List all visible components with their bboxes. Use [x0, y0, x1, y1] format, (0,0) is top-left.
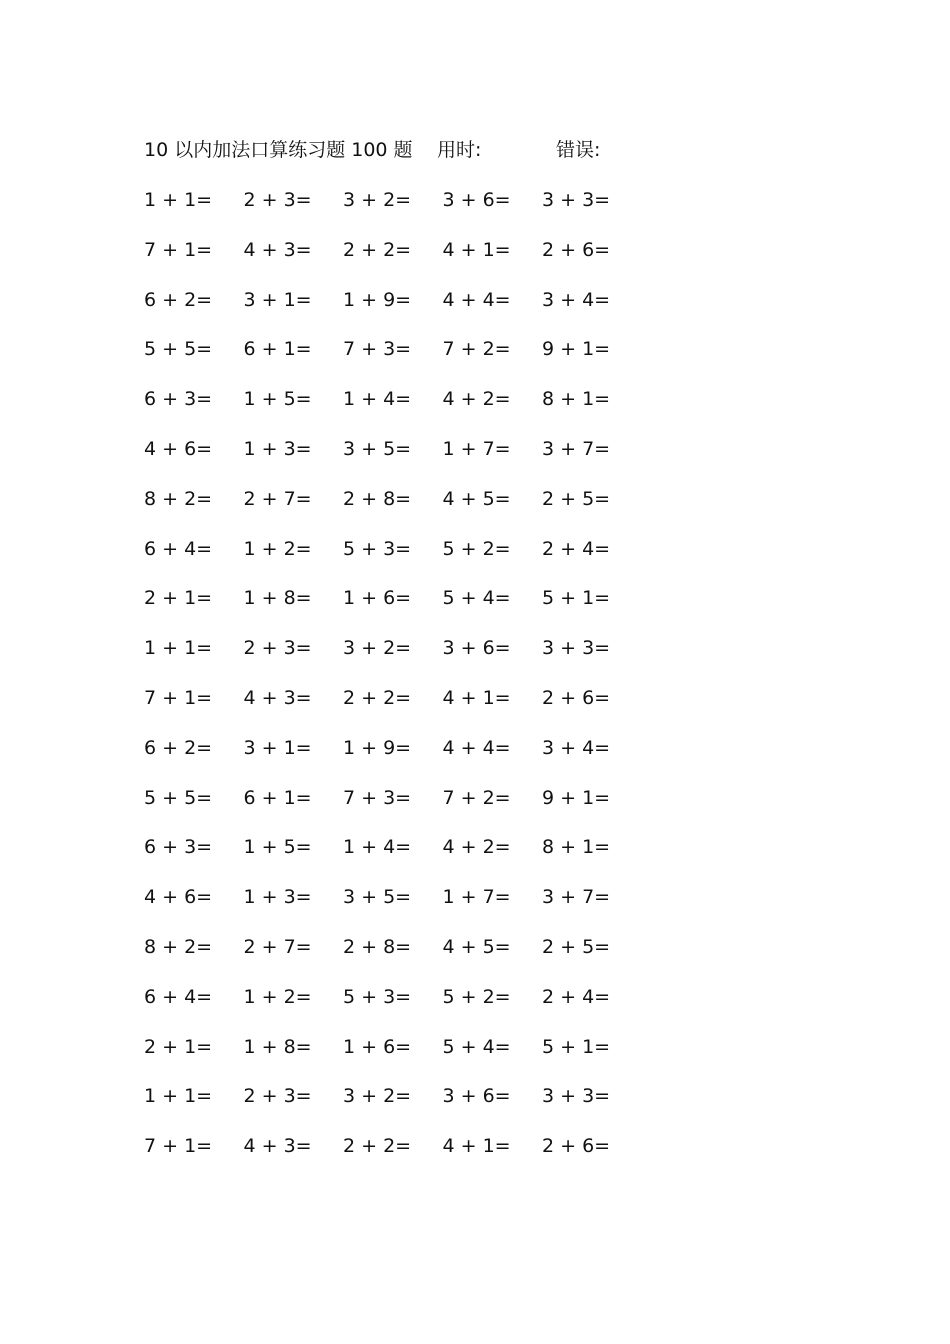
problem-item: 7 + 2=	[442, 786, 511, 809]
problem-item: 4 + 6=	[144, 886, 213, 909]
problem-item: 4 + 1=	[442, 238, 511, 261]
problem-item: 2 + 6=	[542, 238, 611, 261]
problem-item: 4 + 6=	[144, 437, 213, 460]
problem-item: 3 + 2=	[343, 189, 412, 211]
problem-item: 1 + 2=	[243, 985, 312, 1008]
problem-item: 4 + 2=	[442, 836, 511, 859]
problem-item: 4 + 3=	[243, 1135, 312, 1158]
problem-item: 3 + 7=	[542, 886, 611, 909]
problem-item: 2 + 2=	[343, 686, 412, 709]
problem-item: 2 + 2=	[343, 1135, 412, 1158]
problem-item: 2 + 8=	[343, 935, 412, 958]
problem-item: 3 + 5=	[343, 886, 412, 909]
problem-item: 6 + 1=	[243, 338, 312, 361]
problem-item: 8 + 2=	[144, 935, 213, 958]
problem-item: 3 + 5=	[343, 437, 412, 460]
problem-item: 4 + 2=	[442, 388, 511, 411]
problem-item: 2 + 6=	[542, 686, 611, 709]
problem-item: 2 + 4=	[542, 985, 611, 1008]
problem-item: 8 + 1=	[542, 388, 611, 411]
problem-item: 5 + 2=	[442, 537, 511, 560]
problem-item: 3 + 7=	[542, 437, 611, 460]
problem-item: 2 + 2=	[343, 238, 412, 261]
problem-item: 6 + 2=	[144, 736, 213, 759]
problem-item: 2 + 5=	[542, 935, 611, 958]
problem-item: 4 + 1=	[442, 686, 511, 709]
problem-item: 6 + 4=	[144, 537, 213, 560]
problem-item: 2 + 7=	[243, 935, 312, 958]
problem-item: 2 + 3=	[243, 637, 312, 660]
problem-item: 1 + 1=	[144, 1085, 213, 1108]
problem-item: 3 + 4=	[542, 288, 611, 311]
problem-item: 2 + 7=	[243, 487, 312, 510]
problem-item: 4 + 3=	[243, 686, 312, 709]
problem-item: 1 + 5=	[243, 388, 312, 411]
problem-item: 6 + 1=	[243, 786, 312, 809]
problem-item: 7 + 1=	[144, 1135, 213, 1158]
problem-item: 1 + 6=	[343, 1035, 412, 1058]
problem-item: 5 + 3=	[343, 985, 412, 1008]
problem-item: 2 + 6=	[542, 1135, 611, 1158]
problem-item: 2 + 8=	[343, 487, 412, 510]
problem-item: 1 + 9=	[343, 736, 412, 759]
problem-item: 4 + 5=	[442, 487, 511, 510]
errors-label: 错误:	[556, 139, 601, 161]
problem-item: 2 + 5=	[542, 487, 611, 510]
problem-item: 3 + 6=	[442, 189, 511, 211]
problem-item: 3 + 3=	[542, 637, 611, 660]
problem-item: 1 + 3=	[243, 886, 312, 909]
problem-item: 3 + 3=	[542, 1085, 611, 1108]
time-used-label: 用时:	[437, 139, 482, 161]
problem-item: 8 + 2=	[144, 487, 213, 510]
problem-item: 5 + 1=	[542, 1035, 611, 1058]
problem-item: 1 + 1=	[144, 189, 213, 211]
problem-item: 4 + 1=	[442, 1135, 511, 1158]
problem-item: 5 + 3=	[343, 537, 412, 560]
problem-item: 3 + 4=	[542, 736, 611, 759]
problem-item: 4 + 4=	[442, 736, 511, 759]
problem-item: 6 + 3=	[144, 388, 213, 411]
problem-item: 3 + 3=	[542, 189, 611, 211]
problem-item: 7 + 3=	[343, 786, 412, 809]
problem-item: 1 + 3=	[243, 437, 312, 460]
problem-item: 8 + 1=	[542, 836, 611, 859]
problem-item: 4 + 3=	[243, 238, 312, 261]
worksheet-header	[144, 136, 664, 164]
problem-item: 1 + 2=	[243, 537, 312, 560]
worksheet-title: 10 以内加法口算练习题 100 题	[144, 139, 413, 161]
problem-item: 3 + 6=	[442, 1085, 511, 1108]
problem-item: 3 + 2=	[343, 1085, 412, 1108]
problem-item: 5 + 4=	[442, 1035, 511, 1058]
problem-item: 1 + 7=	[442, 437, 511, 460]
problem-item: 6 + 2=	[144, 288, 213, 311]
problem-item: 9 + 1=	[542, 786, 611, 809]
problem-item: 1 + 8=	[243, 587, 312, 610]
problem-item: 7 + 1=	[144, 238, 213, 261]
problem-item: 7 + 2=	[442, 338, 511, 361]
problem-item: 2 + 1=	[144, 1035, 213, 1058]
problem-item: 6 + 4=	[144, 985, 213, 1008]
problem-item: 2 + 4=	[542, 537, 611, 560]
problem-item: 5 + 5=	[144, 338, 213, 361]
problem-item: 5 + 5=	[144, 786, 213, 809]
problem-item: 6 + 3=	[144, 836, 213, 859]
problem-item: 3 + 6=	[442, 637, 511, 660]
problem-item: 1 + 9=	[343, 288, 412, 311]
problem-item: 3 + 2=	[343, 637, 412, 660]
problem-item: 4 + 5=	[442, 935, 511, 958]
problem-item: 5 + 1=	[542, 587, 611, 610]
problem-item: 2 + 3=	[243, 189, 312, 211]
problem-item: 7 + 3=	[343, 338, 412, 361]
problem-item: 5 + 4=	[442, 587, 511, 610]
problem-item: 2 + 1=	[144, 587, 213, 610]
problem-item: 9 + 1=	[542, 338, 611, 361]
problem-item: 7 + 1=	[144, 686, 213, 709]
problem-item: 4 + 4=	[442, 288, 511, 311]
problem-item: 1 + 4=	[343, 836, 412, 859]
problem-item: 1 + 6=	[343, 587, 412, 610]
problem-item: 3 + 1=	[243, 736, 312, 759]
problem-item: 5 + 2=	[442, 985, 511, 1008]
problem-item: 3 + 1=	[243, 288, 312, 311]
problem-grid	[144, 186, 644, 1182]
problem-item: 2 + 3=	[243, 1085, 312, 1108]
problem-item: 1 + 1=	[144, 637, 213, 660]
problem-item: 1 + 4=	[343, 388, 412, 411]
problem-item: 1 + 7=	[442, 886, 511, 909]
problem-item: 1 + 5=	[243, 836, 312, 859]
problem-item: 1 + 8=	[243, 1035, 312, 1058]
